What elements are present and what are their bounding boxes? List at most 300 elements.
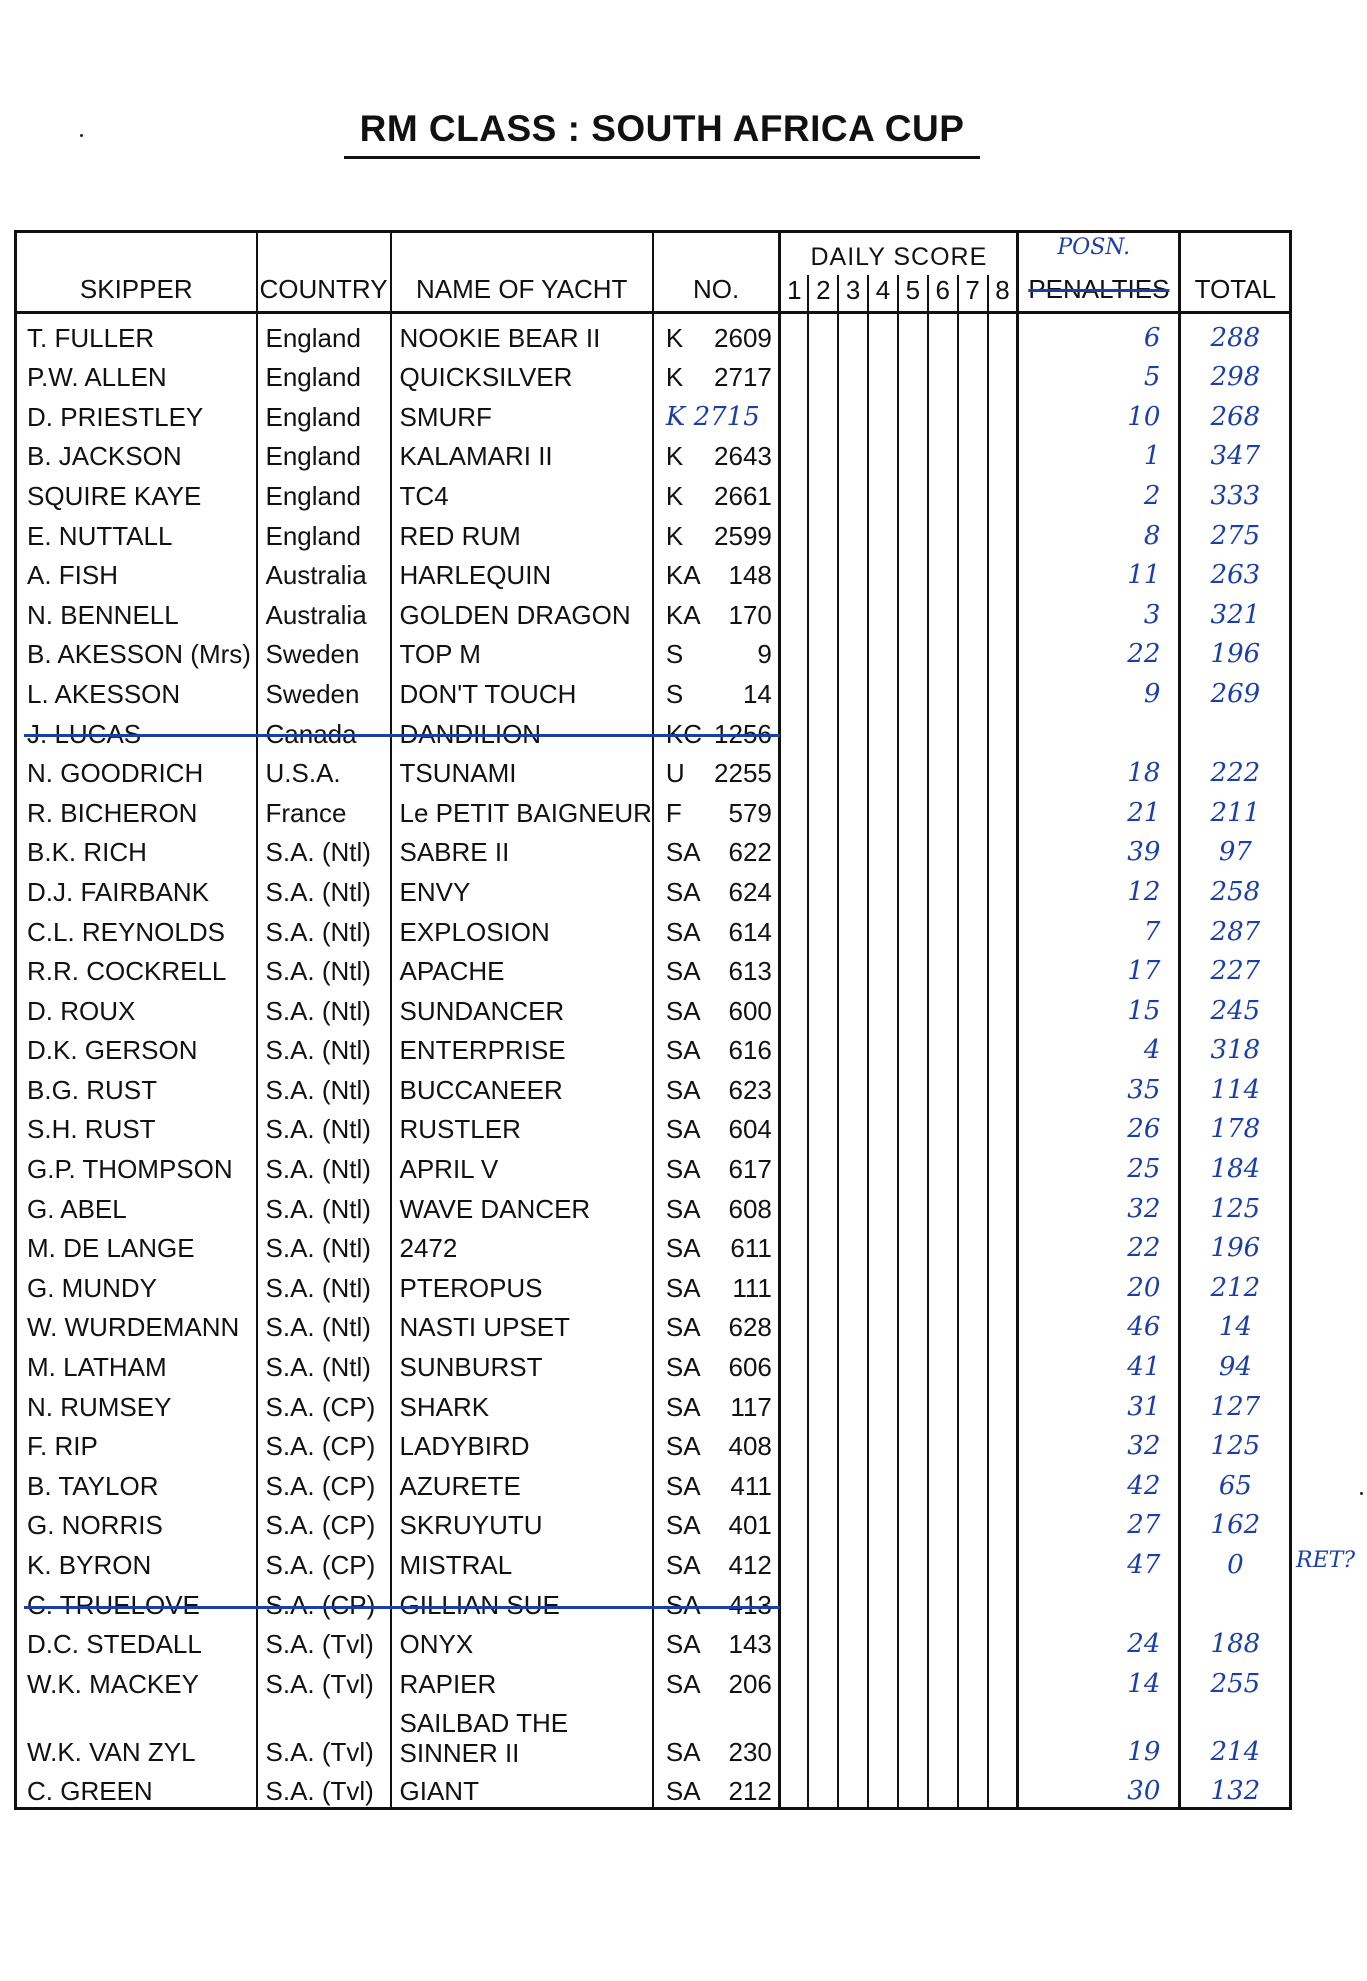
daily-score-cell bbox=[958, 908, 988, 948]
yacht-cell: RED RUM bbox=[391, 512, 653, 552]
position-cell: 30 bbox=[1018, 1768, 1180, 1809]
daily-score-cell bbox=[780, 789, 808, 829]
daily-score-cell bbox=[808, 1581, 838, 1621]
sail-prefix: SA bbox=[665, 1035, 701, 1066]
daily-score-cell bbox=[808, 433, 838, 473]
sail-number-cell bbox=[653, 1462, 780, 1502]
sail-prefix: SA bbox=[665, 1074, 701, 1105]
table-row bbox=[16, 1462, 1291, 1502]
daily-score-cell bbox=[868, 868, 898, 908]
yacht-cell: SMURF bbox=[391, 393, 653, 433]
sail-prefix: SA bbox=[665, 1114, 701, 1145]
yacht-cell: TOP M bbox=[391, 631, 653, 671]
table-row bbox=[16, 313, 1291, 354]
daily-score-cell bbox=[808, 710, 838, 750]
sail-number: 2609 bbox=[714, 322, 772, 353]
skipper-cell: C. GREEN bbox=[27, 1776, 153, 1807]
sail-prefix: F bbox=[665, 797, 682, 828]
total-cell: 127 bbox=[1180, 1383, 1291, 1423]
skipper-cell: W.K. MACKEY bbox=[27, 1668, 199, 1699]
daily-score-cell bbox=[928, 710, 958, 750]
sail-prefix: SA bbox=[665, 1510, 701, 1541]
skipper-cell: SQUIRE KAYE bbox=[27, 480, 202, 511]
daily-score-cell bbox=[928, 1225, 958, 1265]
daily-score-cell bbox=[958, 472, 988, 512]
daily-score-cell bbox=[898, 1383, 928, 1423]
total-cell: 114 bbox=[1180, 1066, 1291, 1106]
daily-score-cell bbox=[838, 1700, 868, 1768]
daily-score-cell bbox=[808, 1106, 838, 1146]
total-cell: 65 bbox=[1180, 1462, 1291, 1502]
daily-score-cell bbox=[780, 1343, 808, 1383]
daily-score-cell bbox=[808, 1462, 838, 1502]
sail-number-cell bbox=[653, 710, 780, 750]
skipper-cell: D.K. GERSON bbox=[27, 1035, 198, 1066]
daily-score-cell bbox=[928, 472, 958, 512]
total-cell: 178 bbox=[1180, 1106, 1291, 1146]
sail-number: 412 bbox=[728, 1550, 772, 1580]
skipper-cell: G.P. THOMPSON bbox=[27, 1154, 233, 1185]
daily-score-cell bbox=[808, 1225, 838, 1265]
yacht-cell: SHARK bbox=[391, 1383, 653, 1423]
daily-score-cell bbox=[988, 1106, 1018, 1146]
daily-score-cell bbox=[780, 1066, 808, 1106]
skipper-cell: J. LUCAS bbox=[27, 718, 142, 749]
daily-score-cell bbox=[868, 313, 898, 354]
sail-prefix: SA bbox=[665, 995, 701, 1026]
strike-through-line bbox=[24, 734, 780, 737]
sail-number-cell bbox=[653, 1621, 780, 1661]
daily-score-cell bbox=[988, 1621, 1018, 1661]
skipper-cell: P.W. ALLEN bbox=[27, 362, 167, 393]
daily-score-cell bbox=[898, 1621, 928, 1661]
daily-score-cell bbox=[928, 1660, 958, 1700]
daily-score-cell bbox=[988, 1225, 1018, 1265]
daily-score-cell bbox=[898, 1502, 928, 1542]
position-cell bbox=[1018, 710, 1180, 750]
daily-score-cell bbox=[838, 987, 868, 1027]
daily-score-cell bbox=[808, 631, 838, 671]
daily-score-cell bbox=[808, 1066, 838, 1106]
daily-score-cell bbox=[988, 1581, 1018, 1621]
daily-score-cell bbox=[928, 1264, 958, 1304]
daily-score-cell bbox=[868, 670, 898, 710]
sail-prefix: U bbox=[665, 758, 685, 789]
daily-score-cell bbox=[808, 987, 838, 1027]
daily-score-cell bbox=[868, 1343, 898, 1383]
skipper-cell: N. GOODRICH bbox=[27, 758, 204, 789]
daily-score-cell bbox=[780, 1185, 808, 1225]
country-cell: Sweden bbox=[257, 670, 391, 710]
sail-prefix: K bbox=[665, 322, 684, 353]
daily-score-cell bbox=[898, 908, 928, 948]
daily-score-cell bbox=[780, 472, 808, 512]
daily-score-cell bbox=[868, 710, 898, 750]
daily-score-cell bbox=[958, 552, 988, 592]
sail-number: 608 bbox=[728, 1193, 772, 1224]
sail-number: 206 bbox=[728, 1668, 772, 1699]
day-header: 4 bbox=[867, 275, 897, 311]
yacht-cell: ENVY bbox=[391, 868, 653, 908]
daily-score-cell bbox=[928, 631, 958, 671]
position-cell: 7 bbox=[1018, 908, 1180, 948]
total-cell: 333 bbox=[1180, 472, 1291, 512]
daily-score-cell bbox=[868, 1027, 898, 1067]
daily-score-cell bbox=[958, 1581, 988, 1621]
yacht-cell: WAVE DANCER bbox=[391, 1185, 653, 1225]
daily-score-cell bbox=[868, 631, 898, 671]
daily-score-cell bbox=[928, 393, 958, 433]
daily-score-cell bbox=[928, 512, 958, 552]
daily-score-cell bbox=[988, 868, 1018, 908]
skipper-cell: M. DE LANGE bbox=[27, 1233, 195, 1264]
penalties-struck-label: PENALTIES bbox=[1028, 274, 1170, 304]
daily-score-cell bbox=[928, 591, 958, 631]
daily-score-cell bbox=[868, 789, 898, 829]
total-cell: 132 bbox=[1180, 1768, 1291, 1809]
daily-score-cell bbox=[988, 1660, 1018, 1700]
daily-score-cell bbox=[808, 1383, 838, 1423]
skipper-cell: B. JACKSON bbox=[27, 441, 182, 472]
daily-score-cell bbox=[958, 1462, 988, 1502]
sail-number-cell bbox=[653, 789, 780, 829]
daily-score-cell bbox=[838, 512, 868, 552]
daily-score-cell bbox=[898, 354, 928, 394]
sail-number-cell bbox=[653, 552, 780, 592]
daily-score-cell bbox=[898, 1541, 928, 1581]
daily-score-cell bbox=[868, 948, 898, 988]
daily-score-cell bbox=[928, 1106, 958, 1146]
position-cell: 3 bbox=[1018, 591, 1180, 631]
table-row bbox=[16, 908, 1291, 948]
sail-prefix: SA bbox=[665, 876, 701, 907]
daily-score-cell bbox=[988, 908, 1018, 948]
daily-score-cell bbox=[780, 512, 808, 552]
table-row bbox=[16, 1768, 1291, 1809]
total-cell: 214 bbox=[1180, 1700, 1291, 1768]
daily-score-cell bbox=[868, 1502, 898, 1542]
daily-score-cell bbox=[838, 552, 868, 592]
sail-prefix: K bbox=[665, 441, 684, 472]
daily-score-cell bbox=[838, 1423, 868, 1463]
yacht-cell: HARLEQUIN bbox=[391, 552, 653, 592]
country-cell: S.A. (Ntl) bbox=[257, 1343, 391, 1383]
sail-prefix: SA bbox=[665, 1668, 701, 1699]
daily-score-cell bbox=[838, 948, 868, 988]
sail-prefix: SA bbox=[665, 1736, 701, 1767]
sail-number: 2717 bbox=[714, 362, 772, 393]
daily-score-cell bbox=[958, 313, 988, 354]
daily-score-cell bbox=[868, 433, 898, 473]
daily-score-cell bbox=[838, 1264, 868, 1304]
country-cell: England bbox=[257, 472, 391, 512]
table-row bbox=[16, 1264, 1291, 1304]
daily-score-cell bbox=[988, 472, 1018, 512]
sail-number: 170 bbox=[728, 599, 772, 630]
table-row bbox=[16, 1502, 1291, 1542]
daily-score-cell bbox=[898, 1581, 928, 1621]
total-cell: 0 bbox=[1180, 1541, 1291, 1581]
daily-score-cell bbox=[928, 1581, 958, 1621]
daily-score-cell bbox=[808, 354, 838, 394]
page-title: RM CLASS : SOUTH AFRICA CUP bbox=[344, 106, 980, 159]
daily-score-cell bbox=[898, 1106, 928, 1146]
daily-score-cell bbox=[928, 1304, 958, 1344]
table-row bbox=[16, 670, 1291, 710]
daily-score-cell bbox=[928, 908, 958, 948]
daily-score-cell bbox=[898, 433, 928, 473]
header-country: COUNTRY bbox=[257, 232, 391, 313]
daily-score-cell bbox=[898, 631, 928, 671]
daily-score-cell bbox=[838, 710, 868, 750]
sail-number-cell bbox=[653, 1304, 780, 1344]
daily-score-cell bbox=[780, 1383, 808, 1423]
table-row bbox=[16, 1145, 1291, 1185]
total-cell bbox=[1180, 1581, 1291, 1621]
position-cell: 6 bbox=[1018, 313, 1180, 354]
yacht-cell: Le PETIT BAIGNEUR bbox=[391, 789, 653, 829]
table-row bbox=[16, 868, 1291, 908]
total-cell: 275 bbox=[1180, 512, 1291, 552]
day-header: 5 bbox=[897, 275, 927, 311]
sail-prefix: KC bbox=[665, 718, 702, 749]
header-row bbox=[16, 232, 1291, 313]
daily-score-cell bbox=[808, 829, 838, 869]
daily-score-cell bbox=[868, 591, 898, 631]
sail-number-cell bbox=[653, 631, 780, 671]
handwritten-sail-number: K 2715 bbox=[665, 401, 760, 432]
daily-score-cell bbox=[868, 1541, 898, 1581]
daily-score-cell bbox=[868, 1225, 898, 1265]
daily-score-cell bbox=[868, 1621, 898, 1661]
sail-number: 604 bbox=[728, 1114, 772, 1145]
daily-score-cell bbox=[868, 1768, 898, 1809]
position-cell: 1 bbox=[1018, 433, 1180, 473]
daily-score-cell bbox=[838, 313, 868, 354]
daily-score-cell bbox=[780, 1225, 808, 1265]
daily-score-cell bbox=[780, 1621, 808, 1661]
daily-score-cell bbox=[958, 1768, 988, 1809]
daily-score-cell bbox=[780, 591, 808, 631]
daily-score-cell bbox=[808, 1185, 838, 1225]
position-cell: 12 bbox=[1018, 868, 1180, 908]
country-cell: Australia bbox=[257, 591, 391, 631]
sail-number: 212 bbox=[728, 1776, 772, 1807]
skipper-cell: E. NUTTALL bbox=[27, 520, 173, 551]
posn-handwritten-label: POSN. bbox=[1057, 235, 1131, 260]
daily-score-cell bbox=[780, 631, 808, 671]
daily-score-cell bbox=[780, 829, 808, 869]
daily-score-cell bbox=[988, 1541, 1018, 1581]
skipper-cell: D. ROUX bbox=[27, 995, 136, 1026]
position-cell bbox=[1018, 1581, 1180, 1621]
daily-score-cell bbox=[780, 868, 808, 908]
skipper-cell: D.C. STEDALL bbox=[27, 1629, 202, 1660]
daily-score-cell bbox=[868, 750, 898, 790]
daily-score-cell bbox=[958, 1185, 988, 1225]
sail-number-cell bbox=[653, 1383, 780, 1423]
yacht-cell: SKRUYUTU bbox=[391, 1502, 653, 1542]
sail-number-cell bbox=[653, 1581, 780, 1621]
strike-through-line bbox=[24, 1606, 780, 1609]
yacht-cell: BUCCANEER bbox=[391, 1066, 653, 1106]
country-cell: England bbox=[257, 512, 391, 552]
position-cell: 35 bbox=[1018, 1066, 1180, 1106]
yacht-cell: DON'T TOUCH bbox=[391, 670, 653, 710]
daily-score-cell bbox=[780, 710, 808, 750]
daily-score-cell bbox=[898, 591, 928, 631]
sail-number-cell bbox=[653, 987, 780, 1027]
scan-speck bbox=[1360, 1492, 1363, 1495]
total-cell bbox=[1180, 710, 1291, 750]
position-cell: 11 bbox=[1018, 552, 1180, 592]
sail-prefix: SA bbox=[665, 1629, 701, 1660]
daily-score-cell bbox=[958, 1423, 988, 1463]
daily-score-cell bbox=[988, 750, 1018, 790]
sail-number-cell bbox=[653, 1264, 780, 1304]
margin-note: RET? bbox=[1296, 1548, 1356, 1573]
daily-score-cell bbox=[988, 393, 1018, 433]
daily-score-cell bbox=[868, 1106, 898, 1146]
sail-prefix: SA bbox=[665, 1431, 701, 1462]
daily-score-cell bbox=[808, 868, 838, 908]
position-cell: 46 bbox=[1018, 1304, 1180, 1344]
daily-score-cell bbox=[958, 1502, 988, 1542]
day-header: 2 bbox=[807, 275, 837, 311]
country-cell: S.A. (CP) bbox=[257, 1462, 391, 1502]
daily-score-cell bbox=[808, 1145, 838, 1185]
country-cell: S.A. (Tvl) bbox=[257, 1660, 391, 1700]
yacht-cell: SABRE II bbox=[391, 829, 653, 869]
daily-score-cell bbox=[808, 1423, 838, 1463]
daily-score-cell bbox=[898, 1700, 928, 1768]
daily-score-cell bbox=[988, 1768, 1018, 1809]
daily-score-cell bbox=[958, 1264, 988, 1304]
country-cell: S.A. (CP) bbox=[257, 1383, 391, 1423]
daily-score-cell bbox=[958, 1383, 988, 1423]
yacht-cell: PTEROPUS bbox=[391, 1264, 653, 1304]
yacht-cell: 2472 bbox=[391, 1225, 653, 1265]
table-row bbox=[16, 1621, 1291, 1661]
day-header: 8 bbox=[987, 275, 1017, 311]
sail-number: 413 bbox=[728, 1589, 772, 1620]
daily-score-cell bbox=[988, 948, 1018, 988]
daily-score-cell bbox=[838, 1541, 868, 1581]
country-cell: S.A. (Tvl) bbox=[257, 1621, 391, 1661]
sail-number-cell bbox=[653, 472, 780, 512]
daily-score-cell bbox=[838, 1106, 868, 1146]
sail-number: 2255 bbox=[714, 758, 772, 789]
results-table bbox=[14, 230, 1292, 1810]
sail-prefix: KA bbox=[665, 560, 701, 591]
daily-score-cell bbox=[868, 1304, 898, 1344]
daily-score-cell bbox=[808, 591, 838, 631]
header-total: TOTAL bbox=[1180, 232, 1291, 313]
daily-score-cell bbox=[898, 393, 928, 433]
daily-score-cell bbox=[958, 1700, 988, 1768]
country-cell: S.A. (Ntl) bbox=[257, 1264, 391, 1304]
position-cell: 20 bbox=[1018, 1264, 1180, 1304]
results-body bbox=[16, 313, 1291, 1809]
yacht-cell: GOLDEN DRAGON bbox=[391, 591, 653, 631]
yacht-cell: NOOKIE BEAR II bbox=[391, 313, 653, 354]
daily-score-cell bbox=[838, 1066, 868, 1106]
table-row bbox=[16, 354, 1291, 394]
position-cell: 47 bbox=[1018, 1541, 1180, 1581]
daily-score-cell bbox=[988, 313, 1018, 354]
total-cell: 245 bbox=[1180, 987, 1291, 1027]
country-cell: England bbox=[257, 433, 391, 473]
sail-number: 2599 bbox=[714, 520, 772, 551]
daily-score-cell bbox=[898, 1304, 928, 1344]
daily-score-cell bbox=[898, 868, 928, 908]
skipper-cell: S.H. RUST bbox=[27, 1114, 156, 1145]
total-cell: 318 bbox=[1180, 1027, 1291, 1067]
daily-score-cell bbox=[868, 1660, 898, 1700]
skipper-cell: W.K. VAN ZYL bbox=[27, 1736, 196, 1767]
daily-score-cell bbox=[928, 1621, 958, 1661]
daily-score-cell bbox=[838, 1581, 868, 1621]
daily-score-cell bbox=[808, 393, 838, 433]
table-row bbox=[16, 1700, 1291, 1768]
country-cell: S.A. (Ntl) bbox=[257, 868, 391, 908]
sail-number: 2643 bbox=[714, 441, 772, 472]
table-row bbox=[16, 472, 1291, 512]
daily-score-cell bbox=[928, 552, 958, 592]
sail-number: 411 bbox=[730, 1470, 772, 1501]
daily-score-cell bbox=[780, 433, 808, 473]
daily-score-cell bbox=[838, 1145, 868, 1185]
country-cell: England bbox=[257, 354, 391, 394]
daily-score-cell bbox=[838, 1304, 868, 1344]
daily-score-cell bbox=[868, 354, 898, 394]
daily-score-cell bbox=[928, 829, 958, 869]
skipper-cell: G. MUNDY bbox=[27, 1272, 157, 1303]
daily-score-cell bbox=[838, 1621, 868, 1661]
daily-score-cell bbox=[958, 829, 988, 869]
skipper-cell: L. AKESSON bbox=[27, 678, 181, 709]
sail-number-cell bbox=[653, 1185, 780, 1225]
table-row bbox=[16, 829, 1291, 869]
daily-score-cell bbox=[838, 908, 868, 948]
sail-number: 111 bbox=[732, 1272, 772, 1303]
daily-score-cell bbox=[838, 1768, 868, 1809]
day-header: 6 bbox=[927, 275, 957, 311]
total-cell: 222 bbox=[1180, 750, 1291, 790]
daily-score-cell bbox=[988, 1304, 1018, 1344]
daily-score-cell bbox=[808, 789, 838, 829]
daily-score-cell bbox=[928, 1700, 958, 1768]
position-cell: 24 bbox=[1018, 1621, 1180, 1661]
table-row bbox=[16, 1027, 1291, 1067]
daily-score-cell bbox=[808, 1343, 838, 1383]
total-cell: 211 bbox=[1180, 789, 1291, 829]
header-penalties bbox=[1018, 232, 1180, 313]
daily-score-cell bbox=[958, 1660, 988, 1700]
sail-number-cell bbox=[653, 948, 780, 988]
sail-number: 623 bbox=[728, 1074, 772, 1105]
total-cell: 227 bbox=[1180, 948, 1291, 988]
yacht-cell: RAPIER bbox=[391, 1660, 653, 1700]
daily-score-cell bbox=[988, 670, 1018, 710]
daily-score-label: DAILY SCORE bbox=[810, 243, 988, 271]
sail-number: 611 bbox=[730, 1233, 772, 1264]
sail-number-cell bbox=[653, 1066, 780, 1106]
skipper-cell: C.L. REYNOLDS bbox=[27, 916, 225, 947]
sail-number: 622 bbox=[728, 837, 772, 868]
total-cell: 188 bbox=[1180, 1621, 1291, 1661]
daily-score-cell bbox=[958, 710, 988, 750]
